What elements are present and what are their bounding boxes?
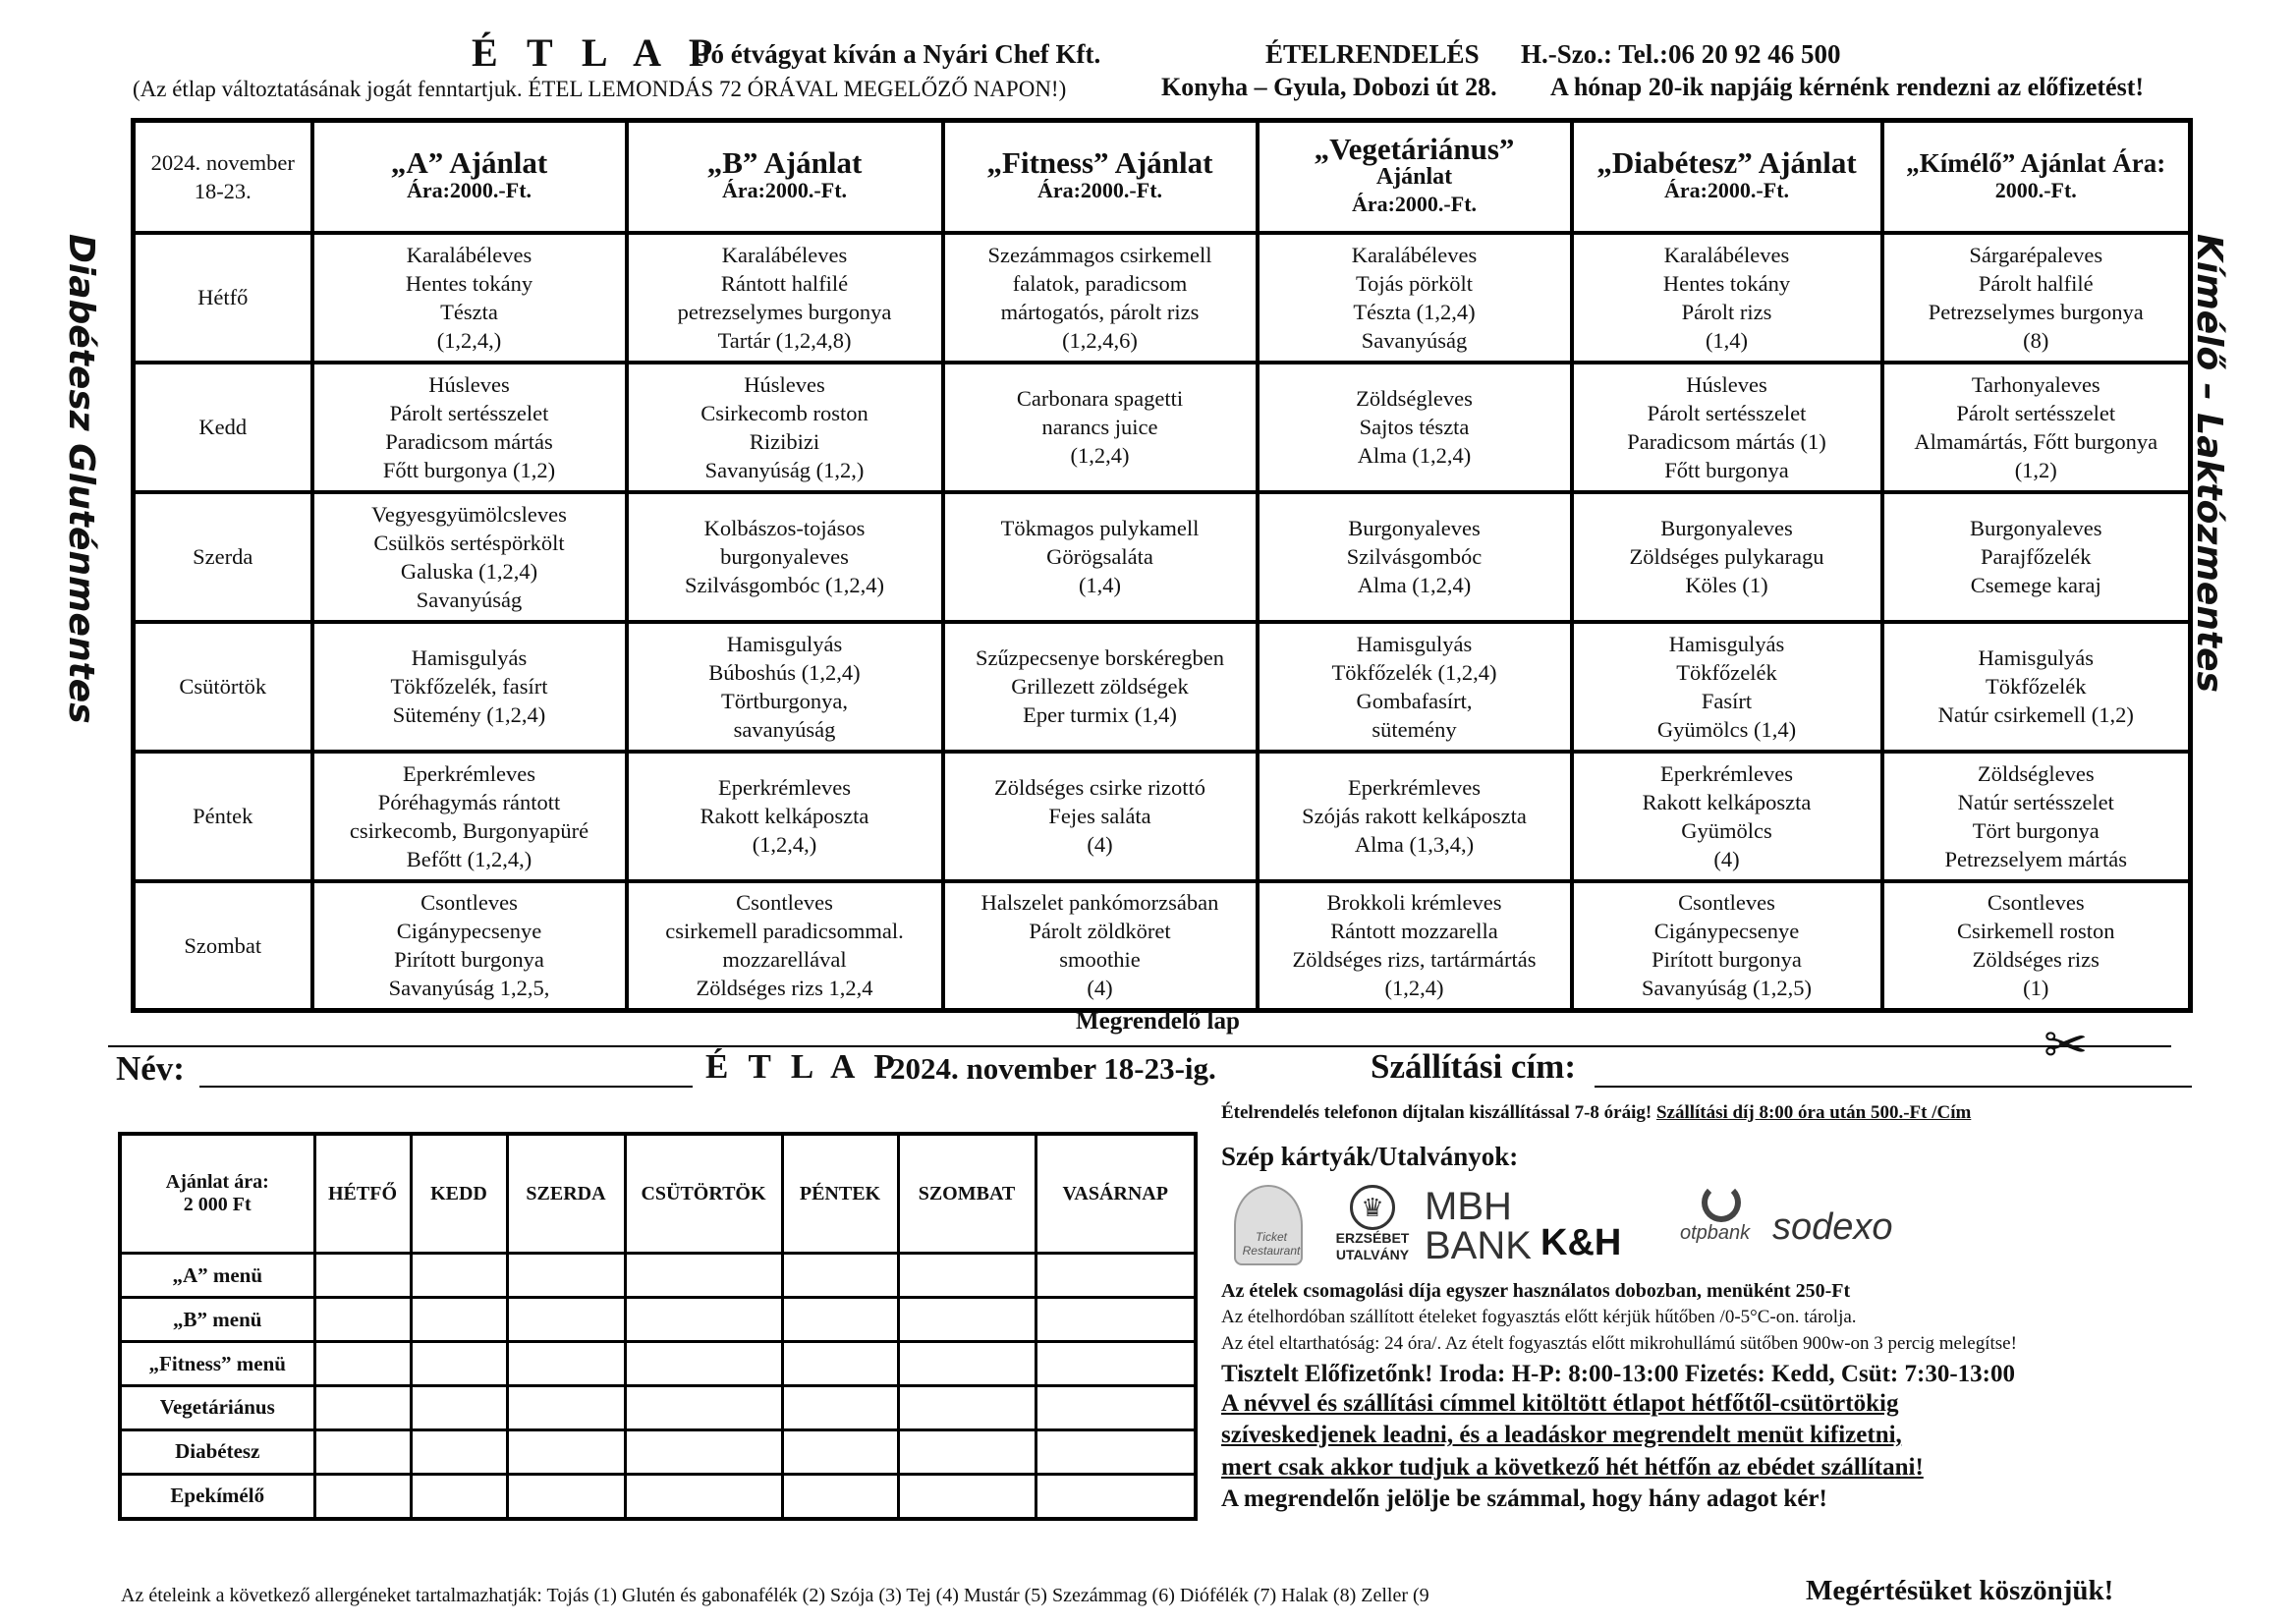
order-row: [120, 1342, 1196, 1386]
thanks-note: Megértésüket köszönjük!: [1806, 1575, 2114, 1606]
order-quantity-cell[interactable]: [782, 1386, 898, 1430]
dish-line: Párolt halfilé: [1978, 270, 2094, 296]
card-logos: [1228, 1183, 2191, 1271]
day-label: Szerda: [134, 492, 312, 622]
order-quantity-cell[interactable]: [898, 1429, 1036, 1474]
cards-title: Szép kártyák/Utalványok:: [1221, 1142, 1519, 1171]
order-row-label: „A” menü: [120, 1254, 314, 1298]
order-quantity-cell[interactable]: [898, 1474, 1036, 1519]
order-day-header: VASÁRNAP: [1036, 1134, 1196, 1254]
storage-info-1: Az ételhordóban szállított ételeket fogyasztás előtt kérjük hűtőben /0-5°C-on. tárolja.: [1221, 1307, 1857, 1327]
instruction-2: szíveskedjenek leadni, és a leadáskor megrendelt menüt kifizetni,: [1221, 1422, 1902, 1448]
order-quantity-cell[interactable]: [625, 1298, 782, 1342]
order-quantity-cell[interactable]: [625, 1386, 782, 1430]
dish-line: Gombafasírt,: [1356, 688, 1473, 713]
sodexo-logo: sodexo: [1772, 1206, 1893, 1248]
side-label-left: Diabétesz Gluténmentes: [61, 234, 101, 724]
order-quantity-cell[interactable]: [314, 1474, 411, 1519]
menu-cell-gentle: [1882, 492, 2191, 622]
order-row: [120, 1254, 1196, 1298]
menu-cell-fitness: [943, 492, 1258, 622]
order-quantity-cell[interactable]: [411, 1474, 507, 1519]
menu-cell-a: [312, 622, 627, 752]
order-day-header: CSÜTÖRTÖK: [625, 1134, 782, 1254]
order-day-header: SZOMBAT: [898, 1134, 1036, 1254]
otp-logo: otpbank: [1680, 1183, 1768, 1269]
dish-line: Tört burgonya: [1972, 817, 2100, 843]
menu-day-row: [134, 622, 2191, 752]
order-quantity-cell[interactable]: [782, 1429, 898, 1474]
dish-line: Zöldséges rizs, tartármártás: [1292, 947, 1537, 973]
order-quantity-cell[interactable]: [314, 1298, 411, 1342]
menu-cell-a: [312, 752, 627, 881]
dish-line: Főtt burgonya: [1664, 457, 1789, 482]
dish-line: Zöldséges rizs 1,2,4: [696, 976, 873, 1001]
dish-line: (4): [1713, 846, 1740, 871]
dish-line: Csontleves: [420, 890, 518, 916]
dish-line: Sajtos tészta: [1359, 415, 1470, 439]
order-grid: [118, 1132, 1198, 1521]
menu-cell-b: [627, 233, 943, 363]
allergen-list: Az ételeink a következő allergéneket tartalmazhatják: Tojás (1) Glutén és gabonafélék (2) Szója (3) Tej (4) Mustár (5) Szezámmag (6) Diófélék (7) Halak (8) Zeller (9: [121, 1585, 1429, 1606]
dish-line: csirkemell paradicsommal.: [665, 919, 904, 944]
dish-line: Brokkoli krémleves: [1326, 890, 1502, 916]
dish-line: mártogatós, párolt rizs: [1000, 299, 1200, 324]
order-row-label: „Fitness” menü: [120, 1342, 314, 1386]
change-note: (Az étlap változtatásának jogát fenntartjuk. ÉTEL LEMONDÁS 72 ÓRÁVAL MEGELŐZŐ NAPON!): [133, 77, 1067, 101]
dish-line: Csülkös sertéspörkölt: [373, 530, 565, 555]
dish-line: Karalábéleves: [1663, 242, 1790, 267]
dish-line: Hentes tokány: [1662, 270, 1791, 296]
dish-line: Hamisgulyás: [1356, 631, 1473, 656]
dish-line: falatok, paradicsom: [1012, 270, 1188, 296]
menu-cell-gentle: [1882, 881, 2191, 1011]
menu-day-row: [134, 492, 2191, 622]
dish-line: Grillezett zöldségek: [1011, 674, 1189, 699]
dish-line: Zöldséges rizs: [1972, 947, 2100, 973]
dish-line: Sütemény (1,2,4): [392, 702, 546, 727]
offer-a-header: „A” Ajánlat Ára:2000.-Ft.: [312, 121, 627, 233]
order-quantity-cell[interactable]: [782, 1474, 898, 1519]
menu-cell-vegetarian: [1258, 881, 1572, 1011]
order-form-etlap: É T L A P: [705, 1047, 901, 1086]
dish-line: Tészta: [440, 299, 498, 324]
dish-line: Fasírt: [1701, 688, 1753, 713]
order-row: [120, 1474, 1196, 1519]
dish-line: Zöldséges csirke rizottó: [994, 775, 1205, 800]
kh-logo: K&H: [1540, 1222, 1622, 1263]
menu-cell-vegetarian: [1258, 622, 1572, 752]
dish-line: csirkecomb, Burgonyapüré: [349, 817, 589, 843]
dish-line: Burgonyaleves: [1660, 516, 1793, 540]
dish-line: Tökmagos pulykamell: [1000, 516, 1200, 540]
dish-line: Rizibizi: [749, 428, 820, 454]
name-label: Név:: [116, 1049, 185, 1088]
dish-line: Szilvásgombóc: [1346, 544, 1483, 569]
order-day-header: SZERDA: [507, 1134, 625, 1254]
dish-line: Eper turmix (1,4): [1023, 702, 1177, 727]
dish-line: Csemege karaj: [1970, 573, 2101, 597]
dish-line: Póréhagymás rántott: [377, 789, 561, 814]
dish-line: Gyümölcs: [1681, 817, 1772, 843]
dish-line: narancs juice: [1041, 415, 1158, 439]
dish-line: Görögsaláta: [1046, 544, 1153, 569]
dish-line: Cigánypecsenye: [396, 919, 542, 944]
menu-day-row: [134, 233, 2191, 363]
order-quantity-cell[interactable]: [1036, 1254, 1196, 1298]
order-quantity-cell[interactable]: [1036, 1298, 1196, 1342]
dish-line: smoothie: [1059, 947, 1141, 973]
menu-cell-a: [312, 881, 627, 1011]
weekly-menu-table: [131, 118, 2193, 1013]
menu-cell-a: [312, 492, 627, 622]
dish-line: Almamártás, Főtt burgonya: [1914, 428, 2158, 454]
dish-line: Eperkrémleves: [718, 775, 851, 800]
order-quantity-cell[interactable]: [1036, 1474, 1196, 1519]
dish-line: (8): [2023, 327, 2049, 353]
offer-b-header: „B” Ajánlat Ára:2000.-Ft.: [627, 121, 943, 233]
dish-line: Hamisgulyás: [1668, 631, 1785, 656]
menu-cell-b: [627, 492, 943, 622]
order-form-title: Megrendelő lap: [1076, 1008, 1240, 1035]
order-row-label: Diabétesz: [120, 1429, 314, 1474]
dish-line: sütemény: [1372, 716, 1457, 742]
order-quantity-cell[interactable]: [782, 1298, 898, 1342]
dish-line: (1,2,4,): [752, 832, 817, 857]
offer-gentle-header: „Kímélő” Ajánlat Ára: 2000.-Ft.: [1882, 121, 2191, 233]
order-quantity-cell[interactable]: [1036, 1386, 1196, 1430]
page-title: É T L A P: [472, 30, 723, 75]
ordering-label: ÉTELRENDELÉS: [1265, 39, 1480, 69]
menu-cell-fitness: [943, 233, 1258, 363]
dish-line: Savanyúság 1,2,5,: [388, 976, 550, 1001]
dish-line: Tökfőzelék (1,2,4): [1331, 659, 1497, 685]
day-label: Szombat: [134, 881, 312, 1011]
menu-date: 2024. november 18-23.: [134, 121, 312, 233]
storage-info-2: Az étel eltarthatóság: 24 óra/. Az ételt fogyasztás előtt mikrohullámú sütőben 900w-on 3 percig melegítse!: [1221, 1333, 2017, 1354]
dish-line: Tökfőzelék, fasírt: [390, 674, 548, 699]
delivery-info: Ételrendelés telefonon díjtalan kiszállítással 7-8 óráig! Szállítási díj 8:00 óra után 500.-Ft /Cím: [1221, 1102, 1972, 1123]
menu-cell-diabetes: [1572, 752, 1882, 881]
order-quantity-cell[interactable]: [507, 1474, 625, 1519]
dish-line: Fejes saláta: [1048, 804, 1151, 828]
order-quantity-cell[interactable]: [507, 1254, 625, 1298]
dish-line: Hamisgulyás: [1978, 645, 2094, 670]
dish-line: (1,4): [1705, 327, 1749, 353]
dish-line: Paradicsom mártás: [385, 428, 553, 454]
menu-cell-gentle: [1882, 363, 2191, 492]
order-row: [120, 1386, 1196, 1430]
order-quantity-cell[interactable]: [1036, 1342, 1196, 1386]
dish-line: Húsleves: [1686, 371, 1767, 397]
menu-cell-fitness: [943, 363, 1258, 492]
mbh-bank-logo: MBH BANK: [1425, 1185, 1532, 1267]
dish-line: Köles (1): [1685, 573, 1768, 597]
dish-line: Rakott kelkáposzta: [700, 804, 869, 828]
dish-line: Petrezselyem mártás: [1944, 846, 2128, 871]
company-greeting: Jó étvágyat kíván a Nyári Chef Kft.: [698, 39, 1101, 69]
dish-line: petrezselymes burgonya: [677, 299, 892, 324]
menu-cell-diabetes: [1572, 492, 1882, 622]
dish-line: Natúr csirkemell (1,2): [1937, 702, 2134, 727]
dish-line: (1,2,4,6): [1062, 327, 1138, 353]
order-quantity-cell[interactable]: [782, 1342, 898, 1386]
order-quantity-cell[interactable]: [411, 1386, 507, 1430]
order-quantity-cell[interactable]: [625, 1254, 782, 1298]
day-label: Hétfő: [134, 233, 312, 363]
dish-line: Párolt sertésszelet: [1956, 400, 2116, 425]
dish-line: Búboshús (1,2,4): [708, 659, 861, 685]
order-quantity-cell[interactable]: [314, 1429, 411, 1474]
dish-line: Zöldséges pulykaragu: [1629, 544, 1824, 569]
order-day-header: KEDD: [411, 1134, 507, 1254]
instruction-4: A megrendelőn jelölje be számmal, hogy hány adagot kér!: [1221, 1485, 1827, 1512]
dish-line: Húsleves: [744, 371, 825, 397]
dish-line: Hamisgulyás: [411, 645, 528, 670]
menu-cell-b: [627, 881, 943, 1011]
order-quantity-cell[interactable]: [625, 1474, 782, 1519]
menu-cell-b: [627, 363, 943, 492]
dish-line: Csontleves: [1678, 890, 1775, 916]
dish-line: Párolt sertésszelet: [1647, 400, 1807, 425]
order-row-label: Epekímélő: [120, 1474, 314, 1519]
dish-line: Csontleves: [736, 890, 833, 916]
dish-line: Tartár (1,2,4,8): [717, 327, 852, 353]
dish-line: Szűzpecsenye borskéregben: [975, 645, 1224, 670]
menu-cell-vegetarian: [1258, 752, 1572, 881]
dish-line: Alma (1,3,4,): [1354, 832, 1475, 857]
day-label: Péntek: [134, 752, 312, 881]
dish-line: Csirkecomb roston: [700, 400, 868, 425]
order-quantity-cell[interactable]: [507, 1386, 625, 1430]
order-quantity-cell[interactable]: [507, 1298, 625, 1342]
scissors-icon: ✂: [2044, 1014, 2089, 1076]
dish-line: Befőtt (1,2,4,): [406, 846, 532, 871]
menu-cell-diabetes: [1572, 881, 1882, 1011]
dish-line: Savanyúság: [416, 587, 523, 612]
order-grid-header: [120, 1134, 1196, 1254]
dish-line: Paradicsom mártás (1): [1627, 428, 1826, 454]
dish-line: Pirított burgonya: [394, 947, 544, 973]
dish-line: (1,4): [1078, 573, 1122, 597]
menu-day-row: [134, 752, 2191, 881]
dish-line: Burgonyaleves: [1348, 516, 1481, 540]
dish-line: Gyümölcs (1,4): [1656, 716, 1797, 742]
order-quantity-cell[interactable]: [411, 1429, 507, 1474]
dish-line: Pirított burgonya: [1652, 947, 1802, 973]
order-quantity-cell[interactable]: [411, 1298, 507, 1342]
menu-cell-a: [312, 233, 627, 363]
order-quantity-cell[interactable]: [314, 1254, 411, 1298]
dish-line: Alma (1,2,4): [1357, 573, 1472, 597]
dish-line: Szezámmagos csirkemell: [987, 242, 1212, 267]
order-quantity-cell[interactable]: [625, 1429, 782, 1474]
dish-line: Eperkrémleves: [1348, 775, 1481, 800]
dish-line: savanyúság: [733, 716, 836, 742]
packaging-info: Az ételek csomagolási díja egyszer használatos dobozban, menüként 250-Ft: [1221, 1280, 1851, 1302]
instruction-3: mert csak akkor tudjuk a következő hét hétfőn az ebédet szállítani!: [1221, 1454, 1924, 1481]
menu-cell-diabetes: [1572, 363, 1882, 492]
dish-line: burgonyaleves: [720, 544, 849, 569]
phone-number: H.-Szo.: Tel.:06 20 92 46 500: [1521, 39, 1841, 69]
otp-ring-icon: [1702, 1183, 1741, 1222]
menu-cell-gentle: [1882, 233, 2191, 363]
kitchen-address: Konyha – Gyula, Dobozi út 28.: [1161, 73, 1497, 101]
menu-cell-fitness: [943, 881, 1258, 1011]
dish-line: (4): [1087, 976, 1113, 1001]
dish-line: Sárgarépaleves: [1969, 242, 2103, 267]
name-field[interactable]: [199, 1086, 693, 1088]
dish-line: (1): [2023, 976, 2049, 1001]
dish-line: Szilvásgombóc (1,2,4): [684, 573, 885, 597]
order-quantity-cell[interactable]: [1036, 1429, 1196, 1474]
order-quantity-cell[interactable]: [898, 1386, 1036, 1430]
menu-cell-vegetarian: [1258, 233, 1572, 363]
order-quantity-cell[interactable]: [898, 1254, 1036, 1298]
order-row: [120, 1429, 1196, 1474]
offer-vegetarian-header: „Vegetáriánus” Ajánlat Ára:2000.-Ft.: [1258, 121, 1572, 233]
dish-line: Csontleves: [1987, 890, 2085, 916]
dish-line: Galuska (1,2,4): [400, 558, 538, 584]
dish-line: Eperkrémleves: [1660, 760, 1793, 786]
offer-header-row: [134, 121, 2191, 233]
dish-line: Petrezselymes burgonya: [1928, 299, 2144, 324]
order-row: [120, 1298, 1196, 1342]
order-quantity-cell[interactable]: [507, 1429, 625, 1474]
dish-line: Húsleves: [428, 371, 510, 397]
order-row-label: Vegetáriánus: [120, 1386, 314, 1430]
dish-line: Cigánypecsenye: [1653, 919, 1800, 944]
dish-line: Karalábéleves: [1351, 242, 1478, 267]
dish-line: (1,2): [2014, 457, 2057, 482]
dish-line: Karalábéleves: [721, 242, 848, 267]
cut-line: [108, 1045, 2171, 1047]
dish-line: mozzarellával: [722, 947, 847, 973]
offer-diabetes-header: „Diabétesz” Ajánlat Ára:2000.-Ft.: [1572, 121, 1882, 233]
dish-line: Tojás pörkölt: [1355, 270, 1474, 296]
dish-line: (1,2,4,): [436, 327, 502, 353]
order-quantity-cell[interactable]: [782, 1254, 898, 1298]
order-quantity-cell[interactable]: [411, 1342, 507, 1386]
order-quantity-cell[interactable]: [625, 1342, 782, 1386]
menu-day-row: [134, 881, 2191, 1011]
order-day-header: PÉNTEK: [782, 1134, 898, 1254]
dish-line: Burgonyaleves: [1969, 516, 2102, 540]
dish-line: Rántott mozzarella: [1330, 919, 1498, 944]
erzsebet-crown-icon: ♛: [1350, 1185, 1395, 1230]
dish-line: Rántott halfilé: [720, 270, 849, 296]
dish-line: Párolt zöldköret: [1029, 919, 1171, 944]
menu-cell-vegetarian: [1258, 492, 1572, 622]
dish-line: Párolt rizs: [1681, 299, 1772, 324]
menu-cell-diabetes: [1572, 233, 1882, 363]
dish-line: Carbonara spagetti: [1016, 386, 1184, 411]
ticket-logo: Ticket Restaurant: [1234, 1185, 1303, 1265]
instruction-1: A névvel és szállítási címmel kitöltött étlapot hétfőtől-csütörtökig: [1221, 1390, 1899, 1417]
menu-day-row: [134, 363, 2191, 492]
dish-line: Szójás rakott kelkáposzta: [1302, 804, 1527, 828]
dish-line: (4): [1087, 832, 1113, 857]
dish-line: (1,2,4): [1384, 976, 1444, 1001]
dish-line: Natúr sertésszelet: [1957, 789, 2114, 814]
dish-line: Főtt burgonya (1,2): [382, 457, 556, 482]
menu-cell-b: [627, 622, 943, 752]
side-label-right: Kímélő – Laktózmentes: [2189, 234, 2229, 693]
order-day-header: HÉTFŐ: [314, 1134, 411, 1254]
dish-line: Hamisgulyás: [726, 631, 843, 656]
address-field[interactable]: [1595, 1086, 2192, 1088]
order-quantity-cell[interactable]: [411, 1254, 507, 1298]
dish-line: Tészta (1,2,4): [1353, 299, 1476, 324]
dish-line: Tökfőzelék: [1986, 674, 2087, 699]
dish-line: Kolbászos-tojásos: [703, 516, 866, 540]
dish-line: Csirkemell roston: [1956, 919, 2115, 944]
day-label: Csütörtök: [134, 622, 312, 752]
order-grid-corner: Ajánlat ára: 2 000 Ft: [120, 1134, 314, 1254]
menu-cell-a: [312, 363, 627, 492]
order-quantity-cell[interactable]: [314, 1342, 411, 1386]
dish-line: Eperkrémleves: [403, 760, 535, 786]
order-quantity-cell[interactable]: [507, 1342, 625, 1386]
day-label: Kedd: [134, 363, 312, 492]
order-form-date: 2024. november 18-23-ig.: [890, 1051, 1216, 1086]
menu-cell-vegetarian: [1258, 363, 1572, 492]
menu-cell-b: [627, 752, 943, 881]
dish-line: Savanyúság (1,2,5): [1641, 976, 1813, 1001]
dish-line: Rakott kelkáposzta: [1642, 789, 1812, 814]
dish-line: (1,2,4): [1070, 443, 1130, 468]
dish-line: Törtburgonya,: [721, 688, 848, 713]
dish-line: Karalábéleves: [406, 242, 532, 267]
dish-line: Tarhonyaleves: [1971, 371, 2100, 397]
order-quantity-cell[interactable]: [898, 1298, 1036, 1342]
dish-line: Halszelet pankómorzsában: [980, 890, 1219, 916]
dish-line: Parajfőzelék: [1981, 544, 2092, 569]
order-row-label: „B” menü: [120, 1298, 314, 1342]
menu-cell-gentle: [1882, 752, 2191, 881]
erzsebet-logo: ♛ ERZSÉBET UTALVÁNY: [1318, 1185, 1427, 1269]
order-quantity-cell[interactable]: [314, 1386, 411, 1430]
menu-cell-fitness: [943, 622, 1258, 752]
menu-cell-gentle: [1882, 622, 2191, 752]
dish-line: Savanyúság (1,2,): [704, 457, 865, 482]
dish-line: Hentes tokány: [405, 270, 533, 296]
dish-line: Savanyúság: [1361, 327, 1468, 353]
office-hours: Tisztelt Előfizetőnk! Iroda: H-P: 8:00-13:00 Fizetés: Kedd, Csüt: 7:30-13:00: [1221, 1361, 2015, 1387]
menu-cell-diabetes: [1572, 622, 1882, 752]
order-quantity-cell[interactable]: [898, 1342, 1036, 1386]
dish-line: Vegyesgyümölcsleves: [371, 501, 567, 527]
dish-line: Zöldségleves: [1356, 386, 1473, 411]
dish-line: Alma (1,2,4): [1357, 443, 1472, 468]
dish-line: Zöldségleves: [1977, 760, 2095, 786]
address-label: Szállítási cím:: [1371, 1047, 1576, 1086]
menu-cell-fitness: [943, 752, 1258, 881]
dish-line: Párolt sertésszelet: [389, 400, 549, 425]
dish-line: Tökfőzelék: [1676, 659, 1777, 685]
payment-note: A hónap 20-ik napjáig kérnénk rendezni az előfizetést!: [1550, 73, 2145, 101]
offer-fitness-header: „Fitness” Ajánlat Ára:2000.-Ft.: [943, 121, 1258, 233]
